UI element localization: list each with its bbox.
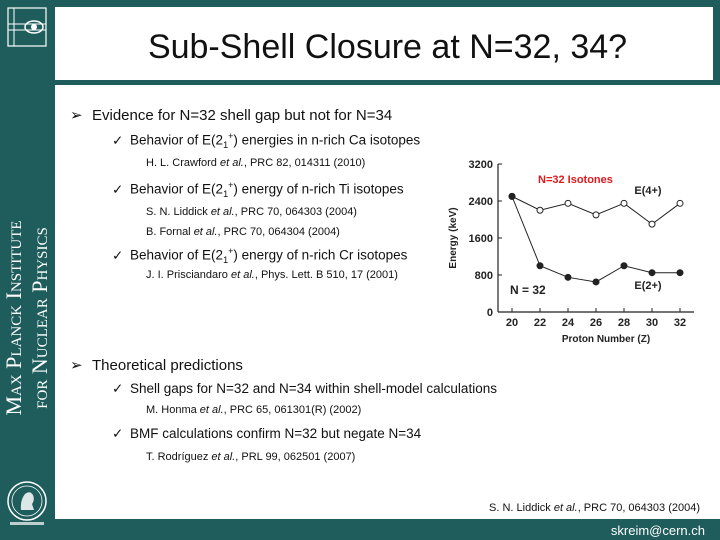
arrow-bullet-icon: ➢	[70, 107, 83, 124]
sub-text-subscript: 1	[223, 255, 229, 266]
e2-point	[537, 263, 543, 269]
sub-text-superscript: +	[228, 246, 234, 256]
ref-authors: B. Fornal	[146, 226, 194, 238]
series-label: E(4+)	[634, 185, 662, 198]
e4-point	[621, 200, 627, 206]
title-underline-bar	[55, 80, 720, 85]
reference-liddick	[146, 206, 357, 218]
ref-authors: S. N. Liddick	[146, 206, 211, 218]
ref-etal: et al.	[230, 269, 255, 281]
y-tick-label: 1600	[468, 233, 493, 245]
ref-journal: , PRC 70, 064304 (2004)	[217, 226, 340, 238]
sub-text-pre: Behavior of E(2	[130, 132, 224, 148]
ref-etal: et al.	[199, 404, 224, 416]
reference-crawford	[146, 157, 365, 169]
sub-bullet-ca	[112, 131, 420, 150]
e4-point	[565, 200, 571, 206]
checkmark-icon: ✓	[112, 132, 124, 148]
ref-authors: H. L. Crawford	[146, 157, 220, 169]
x-tick-label: 26	[589, 317, 603, 329]
e4-point	[593, 212, 599, 218]
bullet-text: Evidence for N=32 shell gap but not for N=34	[92, 107, 393, 124]
reference-honma	[146, 404, 361, 416]
ref-journal: , PRC 65, 061301(R) (2002)	[223, 404, 362, 416]
e2-point	[509, 193, 515, 199]
sub-text-pre: Behavior of E(2	[130, 247, 224, 263]
institute-name-line1: Max Planck Institute	[1, 220, 26, 416]
reference-rodriguez	[146, 451, 355, 463]
e2-point	[621, 263, 627, 269]
sub-text-pre: Behavior of E(2	[130, 181, 224, 197]
institute-name	[1, 220, 53, 415]
ref-etal: et al.	[219, 157, 244, 169]
ref-journal: , PRC 70, 064303 (2004)	[234, 206, 357, 218]
ref-authors: M. Honma	[146, 404, 200, 416]
footer-reference	[489, 502, 700, 514]
ref-authors: T. Rodríguez	[146, 451, 212, 463]
x-tick-label: 24	[561, 317, 575, 329]
e2-point	[593, 279, 599, 285]
e2-point	[649, 270, 655, 276]
sub-text-post: ) energies in n-rich Ca isotopes	[233, 132, 421, 148]
e2-point	[565, 274, 571, 280]
y-tick-label: 3200	[468, 159, 493, 171]
ref-authors: J. I. Prisciandaro	[146, 269, 231, 281]
isotone-energy-chart	[438, 152, 698, 352]
x-tick-label: 22	[533, 317, 547, 329]
ref-journal: , PRL 99, 062501 (2007)	[235, 451, 356, 463]
bullet-text: Theoretical predictions	[92, 357, 243, 374]
checkmark-icon: ✓	[112, 426, 124, 441]
institute-name-line2: for Nuclear Physics	[27, 227, 52, 409]
e2-point	[677, 270, 683, 276]
sub-text-superscript: +	[228, 180, 234, 190]
ref-journal: , PRC 82, 014311 (2010)	[243, 157, 366, 169]
sub-text-post: ) energy of n-rich Ti isotopes	[233, 181, 404, 197]
x-tick-label: 28	[617, 317, 631, 329]
x-tick-label: 30	[645, 317, 659, 329]
e4-point	[677, 200, 683, 206]
ref-etal: et al.	[210, 206, 235, 218]
sub-bullet-bmf	[112, 426, 421, 442]
top-border	[55, 0, 720, 7]
contact-email: skreim@cern.ch	[610, 523, 705, 538]
ref-etal: et al.	[193, 226, 218, 238]
sub-text: BMF calculations confirm N=32 but negate N=34	[130, 426, 422, 441]
slide-title: Sub-Shell Closure at N=32, 34?	[147, 28, 628, 66]
ref-etal: et al.	[211, 451, 236, 463]
x-tick-label: 32	[673, 317, 687, 329]
reference-fornal	[146, 226, 340, 238]
sub-bullet-cr	[112, 246, 407, 265]
y-tick-label: 0	[486, 307, 493, 319]
sub-bullet-ti	[112, 180, 404, 199]
bullet-evidence	[70, 106, 392, 124]
bullet-theory	[70, 356, 243, 374]
arrow-bullet-icon: ➢	[70, 357, 83, 374]
sub-text-post: ) energy of n-rich Cr isotopes	[233, 247, 408, 263]
y-axis-label: Energy (keV)	[448, 207, 459, 269]
chart-annotation: N = 32	[510, 283, 546, 297]
reference-prisciandaro	[146, 269, 398, 281]
minerva-seal-icon	[4, 480, 50, 526]
footer-ref-journal: , PRC 70, 064303 (2004)	[577, 502, 700, 514]
e4-point	[537, 207, 543, 213]
y-tick-label: 2400	[468, 196, 493, 208]
y-tick-label: 800	[474, 270, 493, 282]
footer-ref-authors: S. N. Liddick	[489, 502, 554, 514]
mpi-logo-icon	[6, 6, 48, 48]
footer-ref-etal: et al.	[553, 502, 578, 514]
x-axis-label: Proton Number (Z)	[561, 334, 651, 345]
e4-point	[649, 221, 655, 227]
sub-text-superscript: +	[228, 131, 234, 141]
x-tick-label: 20	[505, 317, 519, 329]
sub-bullet-shell-model	[112, 381, 497, 397]
series-label: E(2+)	[634, 279, 662, 292]
ref-journal: , Phys. Lett. B 510, 17 (2001)	[254, 269, 398, 281]
chart-title: N=32 Isotones	[538, 174, 613, 186]
checkmark-icon: ✓	[112, 381, 124, 396]
sub-text-subscript: 1	[223, 140, 229, 151]
checkmark-icon: ✓	[112, 247, 124, 263]
checkmark-icon: ✓	[112, 181, 124, 197]
sub-text: Shell gaps for N=32 and N=34 within shell-model calculations	[130, 381, 497, 396]
sub-text-subscript: 1	[223, 189, 229, 200]
